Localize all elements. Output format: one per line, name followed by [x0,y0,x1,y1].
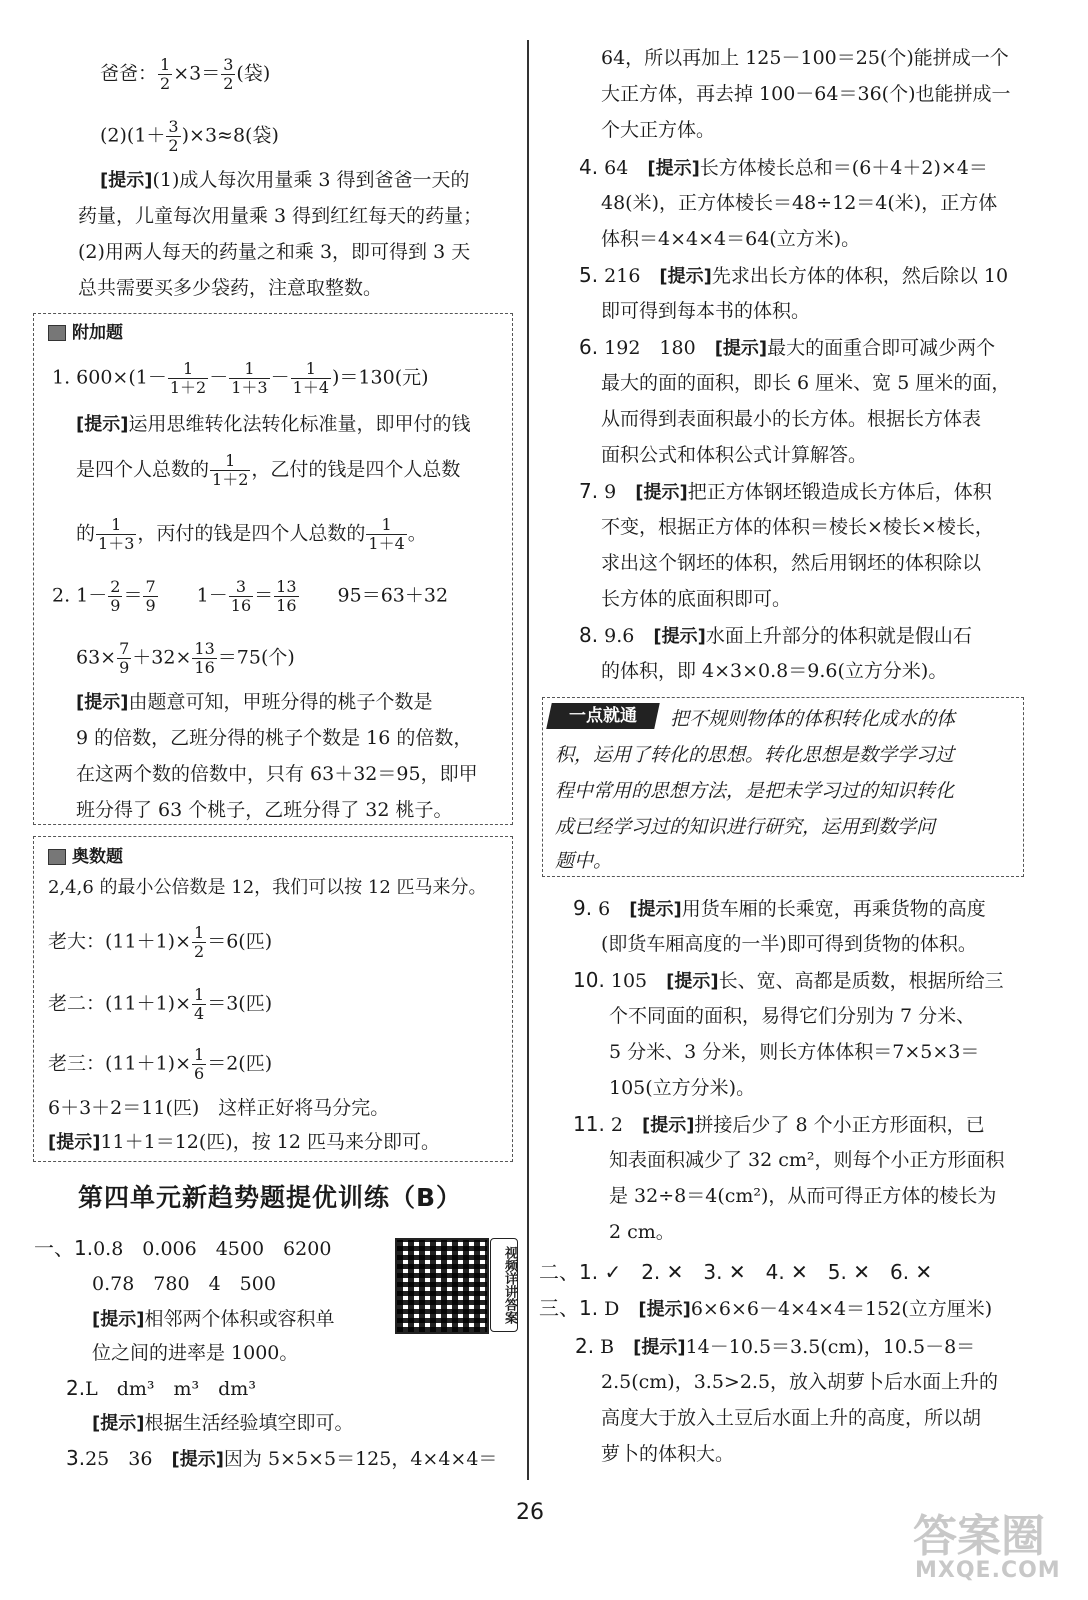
fraction: $\frac{7}{9}$ [119,639,130,677]
answer-line: 三、1. D [提示]6×6×6－4×4×4＝152(立方厘米) [539,1296,993,1320]
box-title: 附加题 [48,318,123,343]
answer-line: 的体积，即 4×3×0.8＝9.6(立方分米)。 [601,660,948,682]
tip-line: 成已经学习过的知识进行研究，运用到数学问 [555,816,936,838]
answer-line: 一、1.0.8 0.006 4500 6200 [34,1236,332,1260]
answer-line: 体积＝4×4×4＝64(立方米)。 [601,228,861,250]
answer-line: 2.5(cm)，3.5>2.5，放入胡萝卜后水面上升的 [601,1371,999,1393]
answer-line: 大正方体，再去掉 100－64＝36(个)也能拼成一 [601,83,1011,105]
answer-line: 萝卜的体积大。 [601,1443,735,1465]
answer-line: 5. 216 [提示]先求出长方体的体积，然后除以 10 [579,263,1009,287]
fraction: $\frac{1}{6}$ [194,1045,205,1083]
answer-line: 6＋3＋2＝11(匹) 这样正好将马分完。 [48,1097,390,1119]
tip-line: 程中常用的思想方法，是把未学习过的知识转化 [555,780,955,802]
hint-line: [提示]运用思维转化法转化标准量，即甲付的钱 [76,413,471,435]
answer-line: 高度大于放入土豆后水面上升的高度，所以胡 [601,1407,982,1429]
answer-line: 不变，根据正方体的体积＝棱长×棱长×棱长， [601,516,994,538]
qr-label: 视频详讲答案 [490,1238,518,1332]
answer-line: 知表面积减少了 32 cm²，则每个小正方形面积 [609,1149,1005,1171]
hint-line: [提示]根据生活经验填空即可。 [92,1412,354,1434]
tip-line: 积，运用了转化的思想。转化思想是数学学习过 [555,744,955,766]
answer-line: 长方体的底面积即可。 [601,588,792,610]
answer-line: 11. 2 [提示]拼接后少了 8 个小正方形面积，已 [573,1112,985,1136]
answer-line: 2. B [提示]14－10.5＝3.5(cm)，10.5－8＝ [575,1334,976,1358]
hint-line: 9 的倍数，乙班分得的桃子个数是 16 的倍数， [76,727,473,749]
hint-line: 总共需要买多少袋药，注意取整数。 [78,277,383,299]
answer-line: 2 cm。 [609,1221,675,1243]
answer-line: 10. 105 [提示]长、宽、高都是质数，根据所给三 [573,968,1004,992]
answer-line: 老二：(11＋1)× $\frac{1}{4}$ ＝3(匹) [48,985,273,1023]
answer-line: 个不同面的面积，易得它们分别为 7 分米、 [609,1005,976,1027]
answer-line: 5 分米、3 分米，则长方体体积＝7×5×3＝ [609,1041,980,1063]
answer-line: 从而得到表面积最小的长方体。根据长方体表 [601,408,982,430]
answer-line: 是 32÷8＝4(cm²)，从而可得正方体的棱长为 [609,1185,997,1207]
hint-line: 位之间的进率是 1000。 [92,1342,299,1364]
watermark-logo: 答案圈 MXQE.COM [913,1511,1061,1583]
tip-badge: 一点就通 [546,703,660,729]
answer-line: 老三：(11＋1)× $\frac{1}{6}$ ＝2(匹) [48,1045,273,1083]
hint-line: [提示]相邻两个体积或容积单 [92,1308,335,1330]
box-title: 奥数题 [48,842,123,867]
answer-line: 63× $\frac{7}{9}$ ＋32× $\frac{13}{16}$ ＝75(个) [76,639,295,677]
text: )×3≈8(袋) [181,124,279,147]
hint-line: 药量，儿童每次用量乘 3 得到红红每天的药量； [78,205,483,227]
page-number: 26 [516,1500,544,1525]
fraction: $\frac{1}{2}$ [194,923,205,961]
fraction: $\frac{1}{1+4}$ [368,515,405,553]
hint-line: 班分得了 63 个桃子，乙班分得了 32 桃子。 [76,799,453,821]
answer-line: 4. 64 [提示]长方体棱长总和＝(6＋4＋2)×4＝ [579,155,988,179]
text: (袋) [236,62,271,85]
hint-line: (2)用两人每天的药量之和乘 3，即可得到 3 天 [78,241,471,263]
qr-code[interactable] [395,1238,489,1334]
fraction: $\frac{1}{1+3}$ [98,515,135,553]
fraction: $\frac{1}{1+4}$ [292,359,330,397]
hint-line: [提示]由题意可知，甲班分得的桃子个数是 [76,691,433,713]
answer-line: 求出这个钢坯的体积，然后用钢坯的体积除以 [601,552,982,574]
answer-line: 面积公式和体积公式计算解答。 [601,444,868,466]
fraction: $\frac{1}{4}$ [194,985,205,1023]
answer-line: 8. 9.6 [提示]水面上升部分的体积就是假山石 [579,623,972,647]
hint-line: 在这两个数的倍数中，只有 63＋32＝95，即甲 [76,763,478,785]
tip-line: 题中。 [555,850,613,872]
fraction: $\frac{13}{16}$ [194,639,215,677]
answer-line: 2. 1－ $\frac{2}{9}$ ＝ $\frac{7}{9}$ 1－ $\frac{3}{16}$ ＝ $\frac{13}{16}$ 95＝63＋32 [52,577,449,615]
fraction: $\frac{3}{16}$ [230,577,252,615]
answer-line: 二、1. ✓ 2. ✕ 3. ✕ 4. ✕ 5. ✕ 6. ✕ [539,1260,933,1284]
fraction: $\frac{1}{1+2}$ [169,359,207,397]
answer-line: 2.L dm³ m³ dm³ [66,1376,256,1400]
answer-line: 48(米)，正方体棱长＝48÷12＝4(米)，正方体 [601,192,998,214]
answer-line: 即可得到每本书的体积。 [601,300,811,322]
answer-line: 老大：(11＋1)× $\frac{1}{2}$ ＝6(匹) [48,923,273,961]
hint-line: 的 $\frac{1}{1+3}$ ，丙付的钱是四个人总数的 $\frac{1}{1+4}$ 。 [76,515,427,553]
fraction: $\frac{3}{2}$ [168,117,179,155]
answer-line: 2,4,6 的最小公倍数是 12，我们可以按 12 匹马来分。 [48,877,487,898]
answer-line: 64，所以再加上 125－100＝25(个)能拼成一个 [601,47,1009,69]
book-icon [48,325,66,341]
fraction: $\frac{13}{16}$ [276,577,297,615]
tip-line: 把不规则物体的体积转化成水的体 [670,708,956,730]
fraction: $\frac{3}{2}$ [223,55,234,93]
book-icon [48,849,66,865]
text: (2)(1＋ [100,124,166,147]
text: ×3＝ [173,62,221,85]
hint-line: [提示](1)成人每次用量乘 3 得到爸爸一天的 [100,169,470,191]
hint-tag: [提示] [100,170,153,191]
fraction: $\frac{2}{9}$ [110,577,121,615]
fraction: $\frac{1}{1+3}$ [231,359,268,397]
section-heading: 第四单元新趋势题提优训练（B） [78,1183,463,1212]
column-divider [527,40,529,1480]
answer-line: (即货车厢高度的一半)即可得到货物的体积。 [601,933,977,955]
answer-line: 1. 600×(1－ $\frac{1}{1+2}$ － $\frac{1}{1+3}$ － $\frac{1}{1+4}$ )＝130(元) [52,359,429,397]
answer-line: 3.25 36 [提示]因为 5×5×5＝125，4×4×4＝ [66,1446,498,1470]
answer-line: 个大正方体。 [601,119,716,141]
fraction: $\frac{7}{9}$ [145,577,156,615]
answer-line: 105(立方分米)。 [609,1077,756,1099]
text: 爸爸： [100,62,158,85]
answer-line: 最大的面的面积，即长 6 厘米、宽 5 厘米的面， [601,372,1011,394]
answer-line: 7. 9 [提示]把正方体钢坯锻造成长方体后，体积 [579,479,992,503]
answer-line: 0.78 780 4 500 [92,1273,276,1295]
fraction: $\frac{1}{2}$ [160,55,171,93]
answer-line [100,56,270,93]
fraction: $\frac{1}{1+2}$ [212,451,249,489]
answer-line: 9. 6 [提示]用货车厢的长乘宽，再乘货物的高度 [573,896,986,920]
hint-line: [提示]11＋1＝12(匹)，按 12 匹马来分即可。 [48,1131,440,1153]
hint-line: 是四个人总数的 $\frac{1}{1+2}$ ，乙付的钱是四个人总数 [76,451,461,489]
answer-line [100,118,279,155]
answer-line: 6. 192 180 [提示]最大的面重合即可减少两个 [579,335,996,359]
